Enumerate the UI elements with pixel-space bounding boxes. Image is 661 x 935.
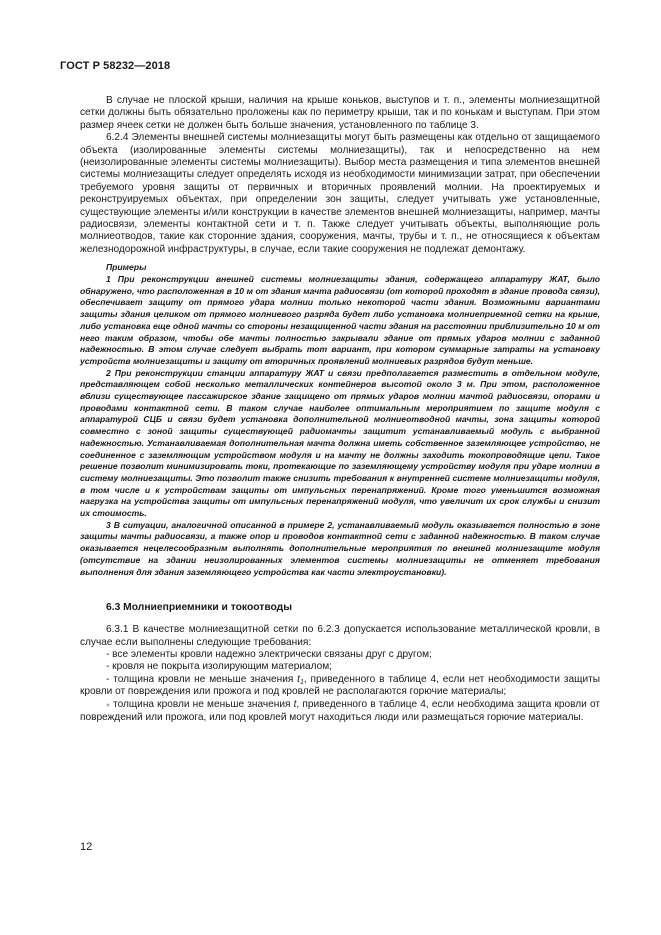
requirement-item-1: - все элементы кровли надежно электрически связаны друг с другом; <box>106 649 432 661</box>
paragraph-6-2-4: 6.2.4 Элементы внешней системы молниезащиты могут быть размещены как отдельно от защищаемого объекта (изолированные элементы системы молниезащиты), так и непосредственно на нем (неизолированные элементы системы молниезащиты). Выбор места размещения и типа элементов внешней системы молниезащиты следует определять исходя из необходимости минимизации затрат, при обеспечении требуемого уровня защиты от первичных и вторичных проявлений молнии. На проектируемых и реконструируемых объектах, при определении зон защиты, следует учитывать уже установленные, существующие элементы и/или конструкции в качестве элементов внешней молниезащиты, например, мачты радиосвязи, элементы контактной сети и т. п. Также следует учитывать объекты, выполняющие роль молниеотводов, такие как сторонние здания, сооружения, мачты, трубы и т. п., не относящиеся к объектам железнодорожной инфраструктуры, в случае, если такие сооружения не подлежат демонтажу. <box>80 132 600 255</box>
requirement-item-3 <box>80 674 600 699</box>
requirement-item-2: - кровля не покрыта изолирующим материалом; <box>106 661 332 673</box>
requirement-item-4-start: толщина кровли не меньше значения <box>109 698 294 710</box>
document-code-header: ГОСТ Р 58232—2018 <box>60 60 171 72</box>
requirement-item-3-start: - толщина кровли не меньше значения <box>106 673 298 685</box>
section-heading-6-3: 6.3 Молниеприемники и токоотводы <box>106 602 292 614</box>
requirement-item-4 <box>80 699 600 725</box>
example-1: 1 При реконструкции внешней системы молниезащиты здания, содержащего аппаратуру ЖАТ, было обнаружено, что расположенная в 10 м от здания мачта радиосвязи (от которой проходят в здание провода связи), обеспечивает защиту от прямого удара молнии только некоторой части здания. Возможными вариантами защиты здания целиком от прямого молниевого разряда будет либо установка молниеприемной сетки на крыше, либо установка еще одной мачты со стороны незащищенной части здания на расстоянии приблизительно 10 м от него таким образом, чтобы обе мачты полностью закрывали здание от прямых ударов молнии с заданной надежностью. В этом случае следует выбрать тот вариант, при котором суммарные затраты на установку устройств молниезащиты и защиту от вторичных проявлений молниевых разрядов будут меньше. <box>80 273 600 366</box>
variable-t1: $t_1$ <box>297 673 304 686</box>
paragraph-intro: В случае не плоской крыши, наличия на крыше коньков, выступов и т. п., элементы молниезащитной сетки должны быть обязательно проложены как по периметру крыши, так и по конькам и выступам. При этом размер ячеек сетки не должен быть больше значения, установленного по таблице 3. <box>80 95 600 131</box>
list-mark: » <box>106 701 110 709</box>
requirement-item-3-end: , приведенного в таблице 4, если нет необходимости защиты кровли от повреждения или прожога и под кровлей не располагаются горючие материалы; <box>80 673 600 698</box>
requirement-item-4-end: , приведенного в таблице 4, если необходима защита кровли от повреждений или прожога, или под кровлей могут находиться люди или размещаться горючие материалы. <box>80 698 600 724</box>
example-3: 3 В ситуации, аналогичной описанной в примере 2, устанавливаемый модуль оказывается полностью в зоне защиты мачты радиосвязи, а также опор и проводов контактной сети с заданной надежностью. В таком случае оказывается нецелесообразным выполнять дополнительные мероприятия по внешней молниезащите модуля (отсутствие на здании неизолированных элементов системы молниезащиты не отменяет требования выполнения для здания заземляющего устройства как части электроустановки). <box>80 519 600 577</box>
examples-block <box>80 262 600 578</box>
variable-t: t <box>293 698 297 710</box>
example-2: 2 При реконструкции станции аппаратуру ЖАТ и связи предполагается разместить в отдельном модуле, представляющем собой несколько металлических контейнеров высотой около 3 м. При этом, расположенное вблизи существующее пассажирское здание защищено от прямых ударов молнии мачтой радиосвязи, опорами и проводами контактной сети. В таком случае наиболее оптимальным мероприятием по защите модуля с аппаратурой СЦБ и связи будет установка дополнительной молниеотводной мачты, зона защиты которой совместно с зоной защиты существующей радиомачты защитит устанавливаемый модуль с выбранной надежностью. Устанавливаемая дополнительная мачта должна иметь собственное заземляющее устройство, не соединенное с заземляющим устройством модуля и на мачту не должны заходить токопроводящие цепи. Такое решение позволит минимизировать токи, протекающие по заземляющему устройству модуля при ударе молнии в систему молниезащиты. Это позволит также снизить требования к внутренней системе молниезащиты модуля, в том числе и к устройствам защиты от импульсных перенапряжений. Кроме того уменьшится возможная нагрузка на устройства защиты от импульсных перенапряжений модуля, что увеличит их срок службы и снизит их стоимость. <box>80 367 600 519</box>
paragraph-6-3-1: 6.3.1 В качестве молниезащитной сетки по 6.2.3 допускается использование металлической кровли, в случае если выполнены следующие требования: <box>80 624 600 648</box>
page-body <box>80 95 600 725</box>
examples-title: Примеры <box>106 262 147 273</box>
page-number: 12 <box>80 841 93 853</box>
